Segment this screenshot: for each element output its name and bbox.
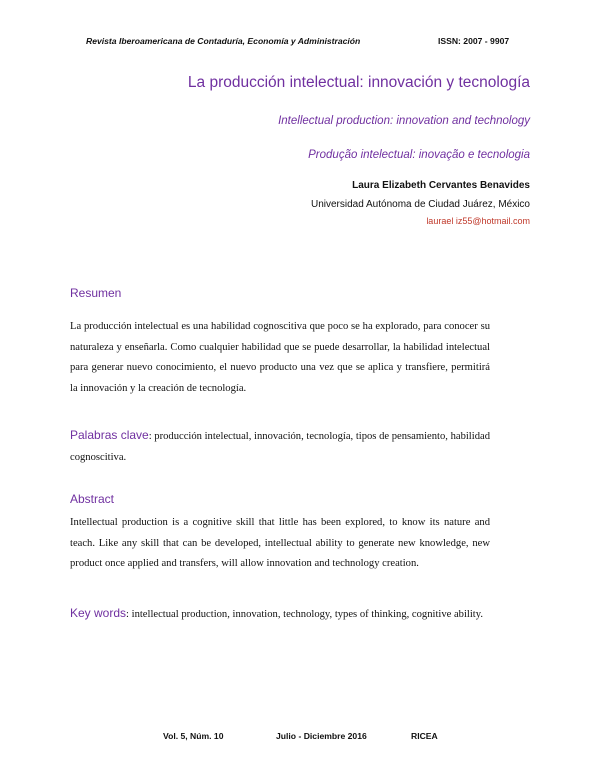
key-words-label: Key words [70, 606, 127, 620]
title-portuguese: Produção intelectual: inovação e tecnologia [308, 149, 530, 161]
resumen-text: La producción intelectual es una habilidad cognoscitiva que poco se ha explorado, para conocer su naturaleza y enseñarla. Como cualquier habilidad que se puede desarrollar, la habilidad intelectual para generar nuevo conocimiento, el nuevo producto una vez que se aplica y transfiere, permitirá la innovación y la creación de tecnología. [70, 321, 490, 394]
abstract-text: Intellectual production is a cognitive skill that little has been explored, to know its nature and teach. Like any skill that can be developed, intellectual ability to generate new knowledge, new product once applied and transfers, will allow innovation and technology creation. [70, 517, 490, 569]
issn: ISSN: 2007 - 9907 [438, 36, 510, 46]
footer-volume: Vol. 5, Núm. 10 [163, 731, 224, 741]
footer-acronym: RICEA [411, 731, 438, 741]
key-words-text: : intellectual production, innovation, technology, types of thinking, cognitive ability. [126, 609, 484, 620]
title-spanish: La producción intelectual: innovación y tecnología [187, 74, 530, 91]
footer-period: Julio - Diciembre 2016 [276, 731, 367, 741]
palabras-clave [70, 425, 490, 468]
journal-name: Revista Iberoamericana de Contaduría, Economía y Administración [86, 36, 361, 46]
author-name: Laura Elizabeth Cervantes Benavides [352, 180, 530, 191]
key-words [70, 603, 490, 626]
resumen-heading: Resumen [70, 286, 122, 300]
abstract-heading: Abstract [70, 492, 115, 506]
author-affiliation: Universidad Autónoma de Ciudad Juárez, México [310, 199, 530, 210]
palabras-clave-label: Palabras clave [70, 428, 149, 442]
author-email[interactable]: laurael iz55@hotmail.com [426, 216, 530, 226]
title-english: Intellectual production: innovation and technology [278, 115, 530, 127]
palabras-clave-text: : producción intelectual, innovación, tecnología, tipos de pensamiento, habilidad cognoscitiva. [70, 431, 490, 463]
